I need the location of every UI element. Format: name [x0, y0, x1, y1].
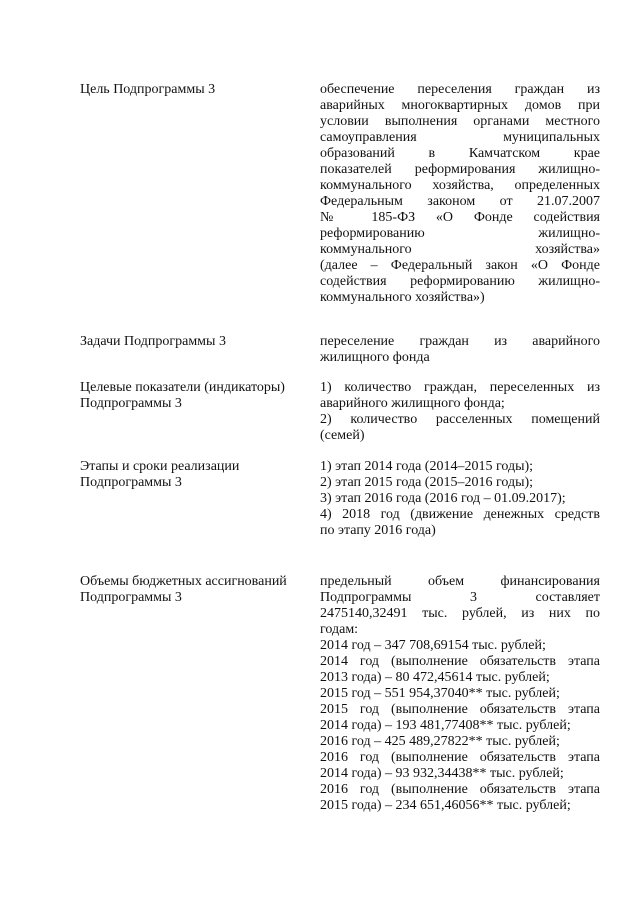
label-line: Этапы и сроки реализации — [80, 459, 240, 474]
label-line: Подпрограммы 3 — [80, 590, 182, 605]
value-line: 2016 год (выполнение обязательств этапа — [320, 782, 600, 797]
row-goal — [80, 82, 600, 306]
value-line: Подпрограммы 3 составляет — [320, 590, 600, 605]
row-value — [320, 334, 600, 366]
label-line: Целевые показатели (индикаторы) — [80, 380, 285, 395]
value-line: 2015 год – 551 954,37040** тыс. рублей; — [320, 686, 560, 701]
value-line: коммунального хозяйства, определенных — [320, 178, 600, 193]
value-line: показателей реформирования жилищно- — [320, 162, 600, 177]
row-label — [80, 459, 312, 491]
value-line: обеспечение переселения граждан из — [320, 82, 600, 97]
value-line: переселение граждан из аварийного — [320, 334, 600, 349]
value-line: 1) количество граждан, переселенных из — [320, 380, 600, 395]
value-line: 2014 года) – 93 932,34438** тыс. рублей; — [320, 766, 564, 781]
value-line: 2475140,32491 тыс. рублей, из них по — [320, 606, 600, 621]
value-line: 2014 год (выполнение обязательств этапа — [320, 654, 600, 669]
value-line: аварийных многоквартирных домов при — [320, 98, 600, 113]
value-line: 2016 год – 425 489,27822** тыс. рублей; — [320, 734, 560, 749]
row-label — [80, 574, 312, 606]
value-line: аварийного жилищного фонда; — [320, 396, 505, 411]
row-value — [320, 380, 600, 444]
value-line: 2) количество расселенных помещений — [320, 412, 600, 427]
row-value — [320, 82, 600, 306]
value-line: 4) 2018 год (движение денежных средств — [320, 507, 600, 522]
value-line: содействия реформированию жилищно- — [320, 274, 600, 289]
row-indicators — [80, 380, 600, 444]
value-line: 2014 год – 347 708,69154 тыс. рублей; — [320, 638, 546, 653]
value-line: 2015 года) – 234 651,46056** тыс. рублей; — [320, 798, 571, 813]
row-label — [80, 82, 312, 98]
value-line: 2015 год (выполнение обязательств этапа — [320, 702, 600, 717]
value-line: 1) этап 2014 года (2014–2015 годы); — [320, 459, 534, 474]
label-line: Подпрограммы 3 — [80, 475, 182, 490]
value-line: (далее – Федеральный закон «О Фонде — [320, 258, 600, 273]
label-line: Подпрограммы 3 — [80, 396, 182, 411]
row-value — [320, 459, 600, 539]
value-line: Федеральным законом от 21.07.2007 — [320, 194, 600, 209]
value-line: 2014 года) – 193 481,77408** тыс. рублей; — [320, 718, 571, 733]
value-line: № 185-ФЗ «О Фонде содействия — [320, 210, 600, 225]
label-line: Объемы бюджетных ассигнований — [80, 574, 287, 589]
value-line: 2013 года) – 80 472,45614 тыс. рублей; — [320, 670, 550, 685]
row-label — [80, 334, 312, 350]
value-line: жилищного фонда — [320, 350, 430, 365]
value-line: условии выполнения органами местного — [320, 114, 600, 129]
value-line: 2016 год (выполнение обязательств этапа — [320, 750, 600, 765]
row-label — [80, 380, 312, 412]
row-value — [320, 574, 600, 814]
value-line: (семей) — [320, 428, 365, 443]
value-line: по этапу 2016 года) — [320, 523, 436, 538]
label-line: Цель Подпрограммы 3 — [80, 82, 216, 97]
value-line: 2) этап 2015 года (2015–2016 годы); — [320, 475, 534, 490]
value-line: годам: — [320, 622, 359, 637]
row-budget — [80, 574, 600, 814]
value-line: образований в Камчатском крае — [320, 146, 600, 161]
value-line: самоуправления муниципальных — [320, 130, 600, 145]
value-line: предельный объем финансирования — [320, 574, 600, 589]
value-line: коммунального хозяйства» — [320, 242, 600, 257]
row-stages — [80, 459, 600, 539]
row-tasks — [80, 334, 600, 366]
value-line: коммунального хозяйства») — [320, 290, 485, 305]
label-line: Задачи Подпрограммы 3 — [80, 334, 226, 349]
value-line: 3) этап 2016 года (2016 год – 01.09.2017); — [320, 491, 566, 506]
value-line: реформированию жилищно- — [320, 226, 600, 241]
